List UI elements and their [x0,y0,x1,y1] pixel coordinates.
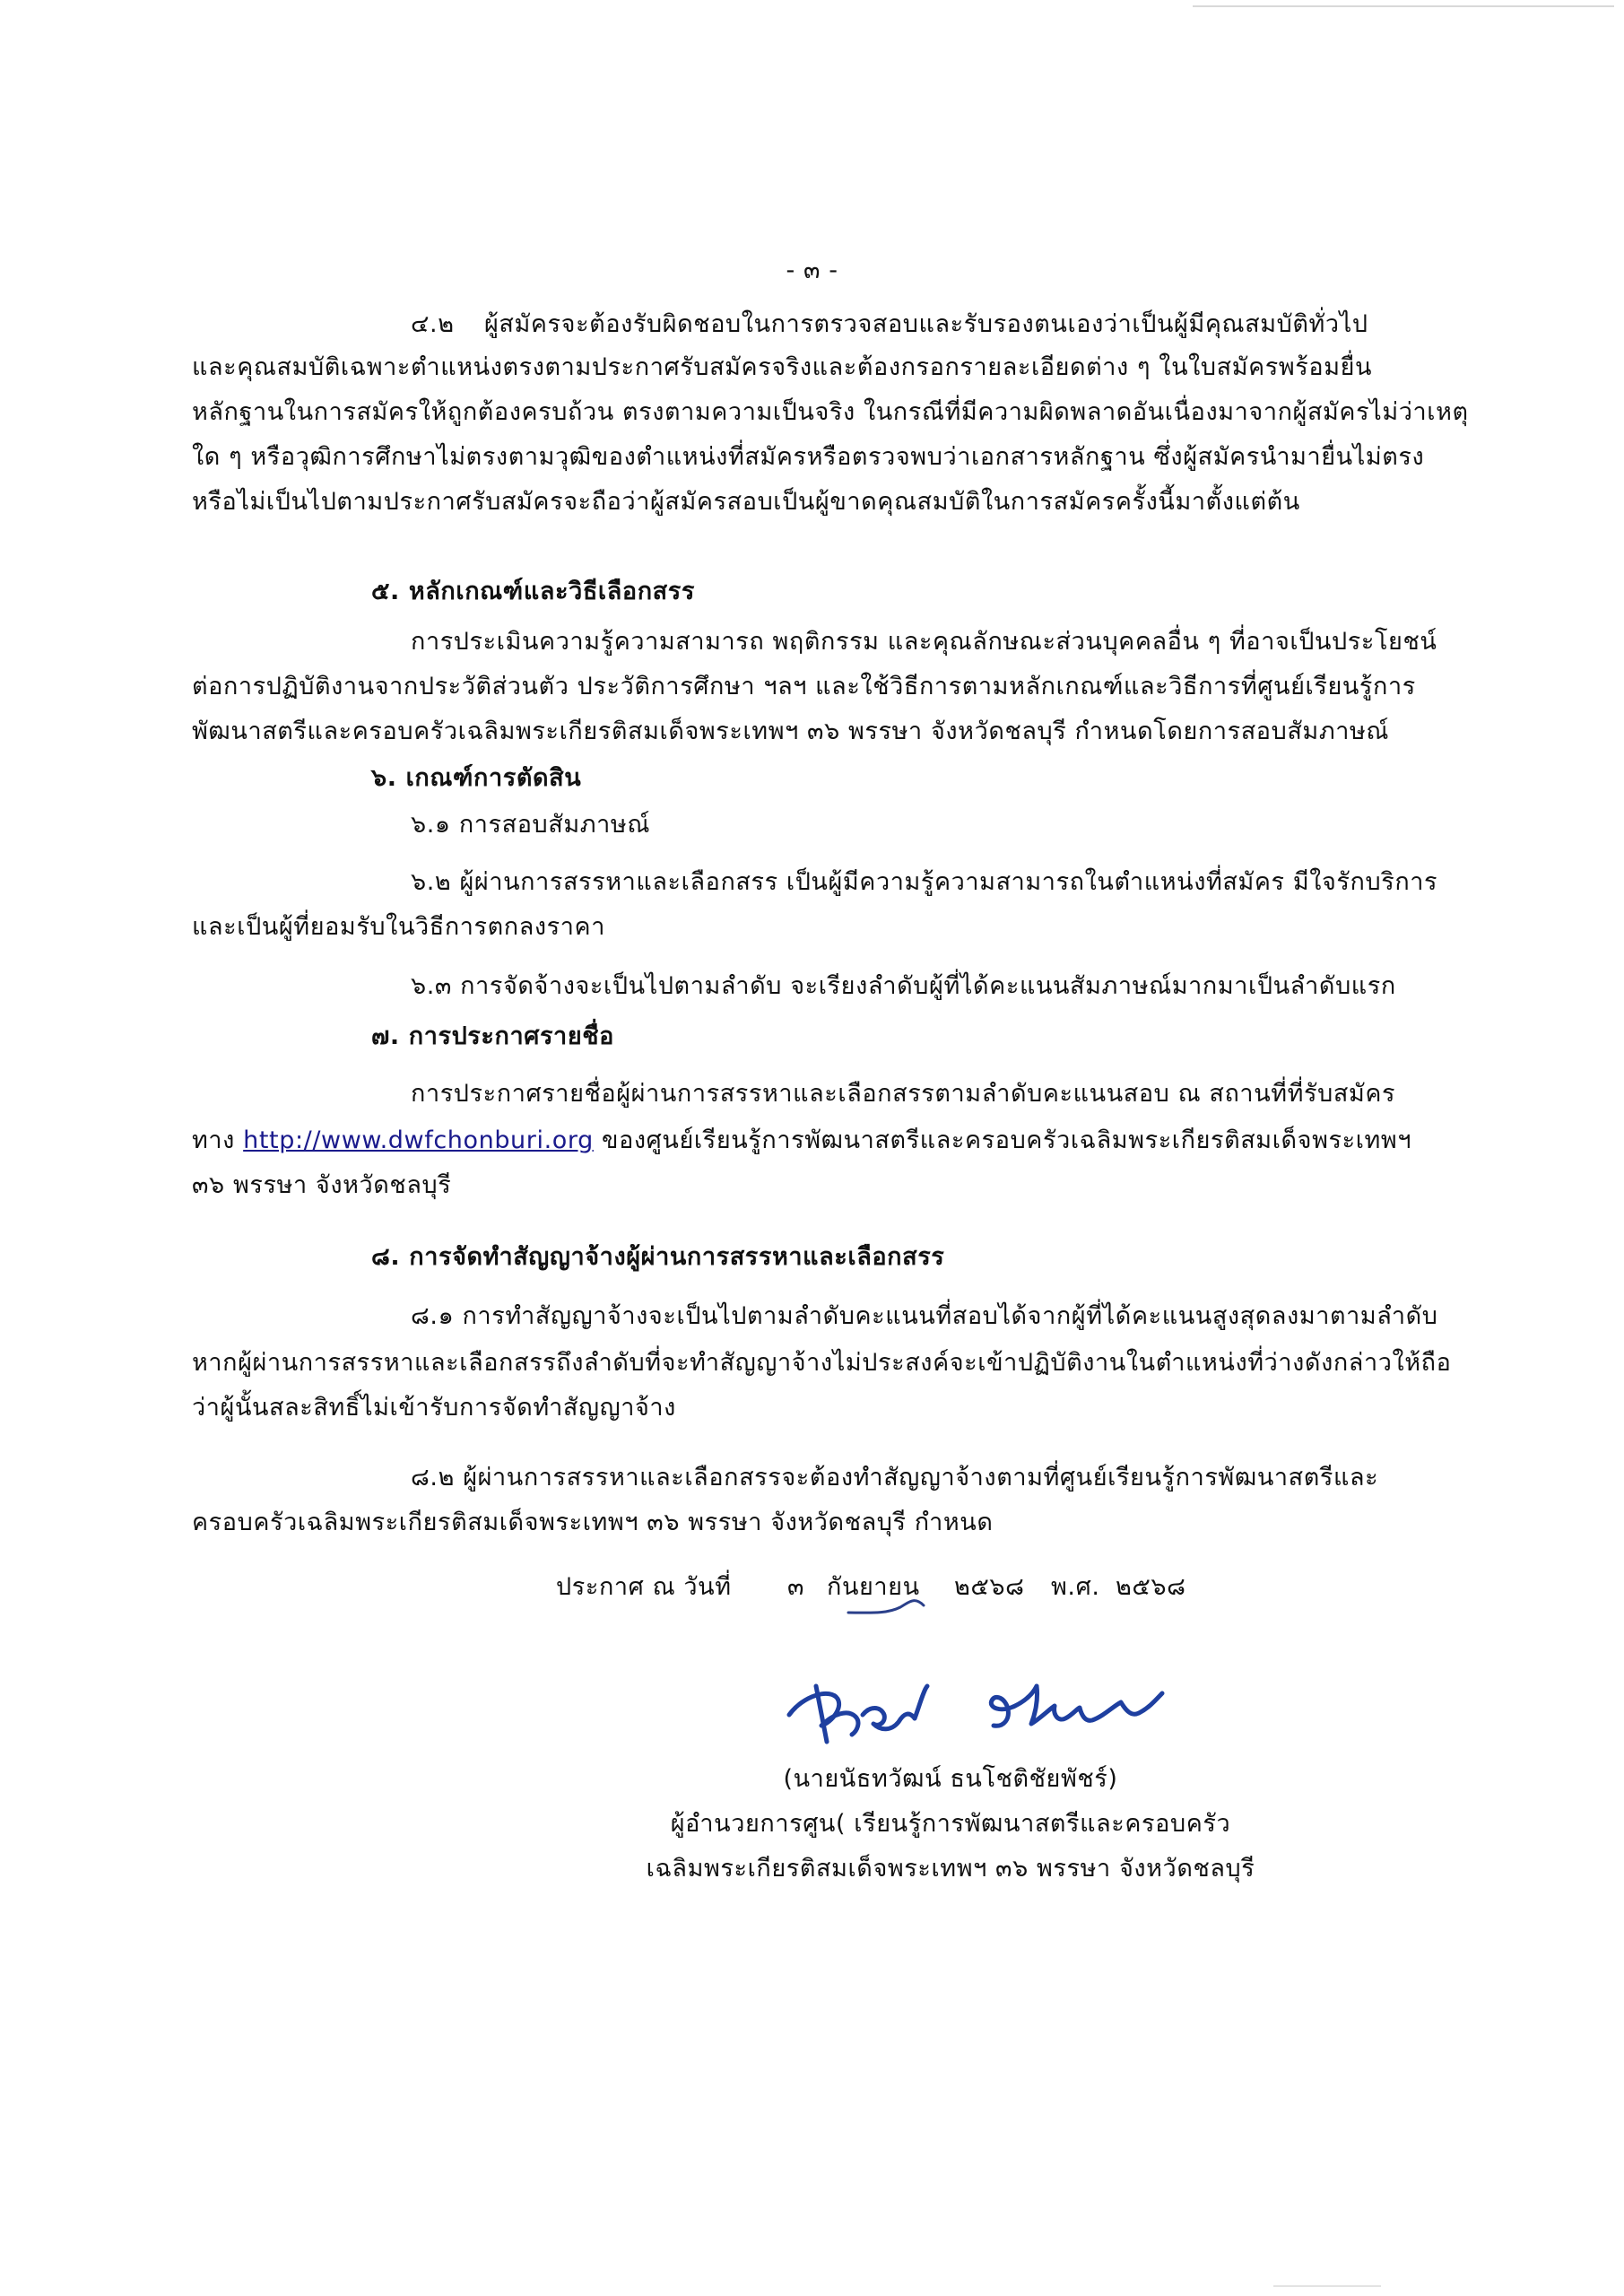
announcement-day: ๓ [787,1573,805,1601]
announcement-year: ๒๕๖๘ [954,1573,1025,1601]
section-4-2-line-4: ใด ๆ หรือวุฒิการศึกษาไม่ตรงตามวุฒิของตำแหน่งที่สมัครหรือตรวจพบว่าเอกสารหลักฐาน ซึ่งผู้สมัครนำมายื่นไม่ตรง [192,443,1425,471]
signer-name: (นายนัธทวัฒน์ ธนโชติชัยพัชร์) [783,1765,1118,1793]
section-4-2-number: ๔.๒ [411,310,455,338]
section-4-2-line-1: ผู้สมัครจะต้องรับผิดชอบในการตรวจสอบและรับรองตนเองว่าเป็นผู้มีคุณสมบัติทั่วไป [484,310,1368,338]
section-8-item-1-line-1: ๘.๑ การทำสัญญาจ้างจะเป็นไปตามลำดับคะแนนที่สอบได้จากผู้ที่ได้คะแนนสูงสุดลงมาตามลำดับ [411,1302,1438,1330]
page-number: - ๓ - [786,257,838,284]
section-5-line-3: พัฒนาสตรีและครอบครัวเฉลิมพระเกียรติสมเด็จพระเทพฯ ๓๖ พรรษา จังหวัดชลบุรี กำหนดโดยการสอบสัมภาษณ์ [192,718,1390,745]
section-4-2-line-5: หรือไม่เป็นไปตามประกาศรับสมัครจะถือว่าผู้สมัครสอบเป็นผู้ขาดคุณสมบัติในการสมัครครั้งนี้มาตั้งแต่ต้น [192,488,1300,516]
section-6-item-1: ๖.๑ การสอบสัมภาษณ์ [411,811,650,839]
section-7-line-2 [192,1123,1411,1159]
signer-title-line-2: เฉลิมพระเกียรติสมเด็จพระเทพฯ ๓๖ พรรษา จังหวัดชลบุรี [646,1855,1255,1883]
section-7-line-2-suffix: ของศูนย์เรียนรู้การพัฒนาสตรีและครอบครัวเฉลิมพระเกียรติสมเด็จพระเทพฯ [593,1126,1412,1154]
section-4-2-line-3: หลักฐานในการสมัครให้ถูกต้องครบถ้วน ตรงตามความเป็นจริง ในกรณีที่มีความผิดพลาดอันเนื่องมาจากผู้สมัครไม่ว่าเหตุ [192,398,1469,426]
announcement-era: พ.ศ. [1051,1573,1100,1601]
website-link[interactable]: http://www.dwfchonburi.org [243,1126,594,1154]
scan-edge-line [1193,5,1614,7]
scan-footer-mark [1273,2285,1381,2287]
section-8-item-1-line-2: หากผู้ผ่านการสรรหาและเลือกสรรถึงลำดับที่จะทำสัญญาจ้างไม่ประสงค์จะเข้าปฏิบัติงานในตำแหน่งที่ว่างดังกล่าวให้ถือ [192,1349,1452,1377]
announcement-month: กันยายน [827,1573,920,1601]
section-6-heading: ๖. เกณฑ์การตัดสิน [371,764,582,792]
handwritten-signature [780,1659,1202,1749]
section-6-item-3: ๖.๓ การจัดจ้างจะเป็นไปตามลำดับ จะเรียงลำดับผู้ที่ได้คะแนนสัมภาษณ์มากมาเป็นลำดับแรก [411,972,1396,1000]
section-4-2-line-2: และคุณสมบัติเฉพาะตำแหน่งตรงตามประกาศรับสมัครจริงและต้องกรอกรายละเอียดต่าง ๆ ในใบสมัครพร้อมยื่น [192,353,1373,381]
section-5-line-1: การประเมินความรู้ความสามารถ พฤติกรรม และคุณลักษณะส่วนบุคคลอื่น ๆ ที่อาจเป็นประโยชน์ [411,628,1437,656]
announcement-prefix: ประกาศ ณ วันที่ [556,1573,732,1601]
section-8-heading: ๘. การจัดทำสัญญาจ้างผู้ผ่านการสรรหาและเลือกสรร [371,1243,945,1271]
announcement-era-year: ๒๕๖๘ [1116,1573,1186,1601]
section-5-heading: ๕. หลักเกณฑ์และวิธีเลือกสรร [371,578,695,605]
section-5-line-2: ต่อการปฏิบัติงานจากประวัติส่วนตัว ประวัติการศึกษา ฯลฯ และใช้วิธีการตามหลักเกณฑ์และวิธีการที่ศูนย์เรียนรู้การ [192,673,1416,700]
section-7-line-2-prefix: ทาง [192,1126,244,1154]
section-8-item-2-line-1: ๘.๒ ผู้ผ่านการสรรหาและเลือกสรรจะต้องทำสัญญาจ้างตามที่ศูนย์เรียนรู้การพัฒนาสตรีและ [411,1464,1379,1492]
month-underline-stroke [843,1586,942,1622]
signer-title-line-1: ผู้อำนวยการศูน( เรียนรู้การพัฒนาสตรีและครอบครัว [670,1810,1231,1838]
section-8-item-2-line-2: ครอบครัวเฉลิมพระเกียรติสมเด็จพระเทพฯ ๓๖ พรรษา จังหวัดชลบุรี กำหนด [192,1509,994,1536]
section-7-line-1: การประกาศรายชื่อผู้ผ่านการสรรหาและเลือกสรรตามลำดับคะแนนสอบ ณ สถานที่ที่รับสมัคร [411,1080,1396,1108]
section-8-item-1-line-3: ว่าผู้นั้นสละสิทธิ์ไม่เข้ารับการจัดทำสัญญาจ้าง [192,1394,676,1422]
section-7-line-3: ๓๖ พรรษา จังหวัดชลบุรี [192,1171,452,1199]
section-6-item-2-line-2: และเป็นผู้ที่ยอมรับในวิธีการตกลงราคา [192,913,605,941]
section-7-heading: ๗. การประกาศรายชื่อ [371,1022,614,1050]
section-6-item-2-line-1: ๖.๒ ผู้ผ่านการสรรหาและเลือกสรร เป็นผู้มีความรู้ความสามารถในตำแหน่งที่สมัคร มีใจรักบริการ [411,868,1438,896]
